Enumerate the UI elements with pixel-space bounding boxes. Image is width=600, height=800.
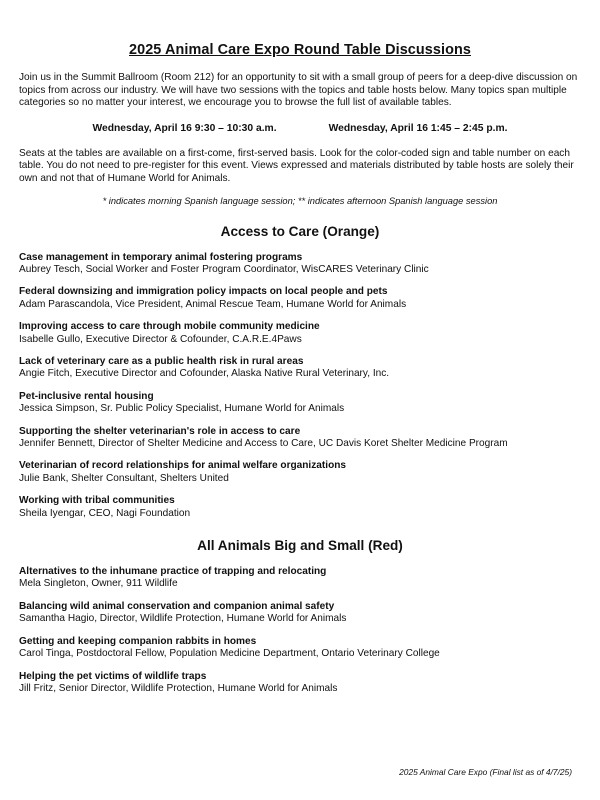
entry-title: Improving access to care through mobile community medicine [19,321,320,333]
seating-paragraph: Seats at the tables are available on a first-come, first-served basis. Look for the color-coded sign and table number on each table. You do not need to pre-register for this event. Views expressed and materials distributed by table hosts are solely their own and not that of Humane World for Animals. [19,147,574,184]
entry-title: Supporting the shelter veterinarian's role in access to care [19,425,301,437]
entry-host: Jennifer Bennett, Director of Shelter Medicine and Access to Care, UC Davis Koret Shelter Medicine Program [19,438,508,450]
list-item [19,356,581,381]
entry-title: Getting and keeping companion rabbits in homes [19,635,257,647]
entry-host: Sheila Iyengar, CEO, Nagi Foundation [19,507,191,519]
entry-host: Julie Bank, Shelter Consultant, Shelters United [19,472,229,484]
entry-title: Pet-inclusive rental housing [19,390,154,402]
list-item [19,460,581,485]
document-title: 2025 Animal Care Expo Round Table Discussions [129,42,471,58]
page-footer: 2025 Animal Care Expo (Final list as of 4/7/25) [399,767,572,777]
section-access-to-care [19,224,581,521]
section-heading: All Animals Big and Small (Red) [197,538,403,554]
entry-title: Lack of veterinary care as a public health risk in rural areas [19,356,304,367]
list-item [19,566,581,591]
language-note: * indicates morning Spanish language session; ** indicates afternoon Spanish language session [102,195,498,206]
entry-title: Case management in temporary animal fostering programs [19,251,303,263]
entry-host: Angie Fitch, Executive Director and Cofounder, Alaska Native Rural Veterinary, Inc. [19,368,390,380]
list-item [19,391,581,416]
entry-title: Federal downsizing and immigration policy impacts on local people and pets [19,286,388,298]
entry-host: Aubrey Tesch, Social Worker and Foster Program Coordinator, WisCARES Veterinary Clinic [19,263,429,275]
list-item [19,495,581,520]
list-item [19,601,581,626]
entry-host: Mela Singleton, Owner, 911 Wildlife [19,578,178,590]
entry-host: Jessica Simpson, Sr. Public Policy Specialist, Humane World for Animals [19,403,345,415]
document-page [19,42,581,705]
list-item [19,671,581,696]
list-item [19,252,581,277]
entry-title: Veterinarian of record relationships for animal welfare organizations [19,460,347,472]
session-times [19,123,581,134]
entry-host: Adam Parascandola, Vice President, Animal Rescue Team, Humane World for Animals [19,298,407,310]
entry-host: Jill Fritz, Senior Director, Wildlife Protection, Humane World for Animals [19,682,338,694]
entry-host: Isabelle Gullo, Executive Director & Cofounder, C.A.R.E.4Paws [19,333,302,345]
afternoon-session: Wednesday, April 16 1:45 – 2:45 p.m. [328,122,508,134]
list-item [19,636,581,661]
list-item [19,286,581,311]
entry-host: Carol Tinga, Postdoctoral Fellow, Population Medicine Department, Ontario Veterinary College [19,648,440,660]
entry-title: Working with tribal communities [19,495,175,507]
section-all-animals [19,538,581,695]
entry-title: Helping the pet victims of wildlife traps [19,670,207,682]
entry-title: Alternatives to the inhumane practice of trapping and relocating [19,566,327,578]
intro-paragraph: Join us in the Summit Ballroom (Room 212) for an opportunity to sit with a small group of peers for a deep-dive discussion on topics from across our industry. We will have two sessions with the topics and table hosts below. Many topics span multiple categories so no matter your interest, we encourage you to browse the full list of available tables. [19,72,578,109]
entry-title: Balancing wild animal conservation and companion animal safety [19,600,335,612]
section-heading: Access to Care (Orange) [220,223,380,239]
list-item [19,426,581,451]
entry-host: Samantha Hagio, Director, Wildlife Protection, Humane World for Animals [19,613,347,625]
morning-session: Wednesday, April 16 9:30 – 10:30 a.m. [92,122,277,134]
list-item [19,321,581,346]
